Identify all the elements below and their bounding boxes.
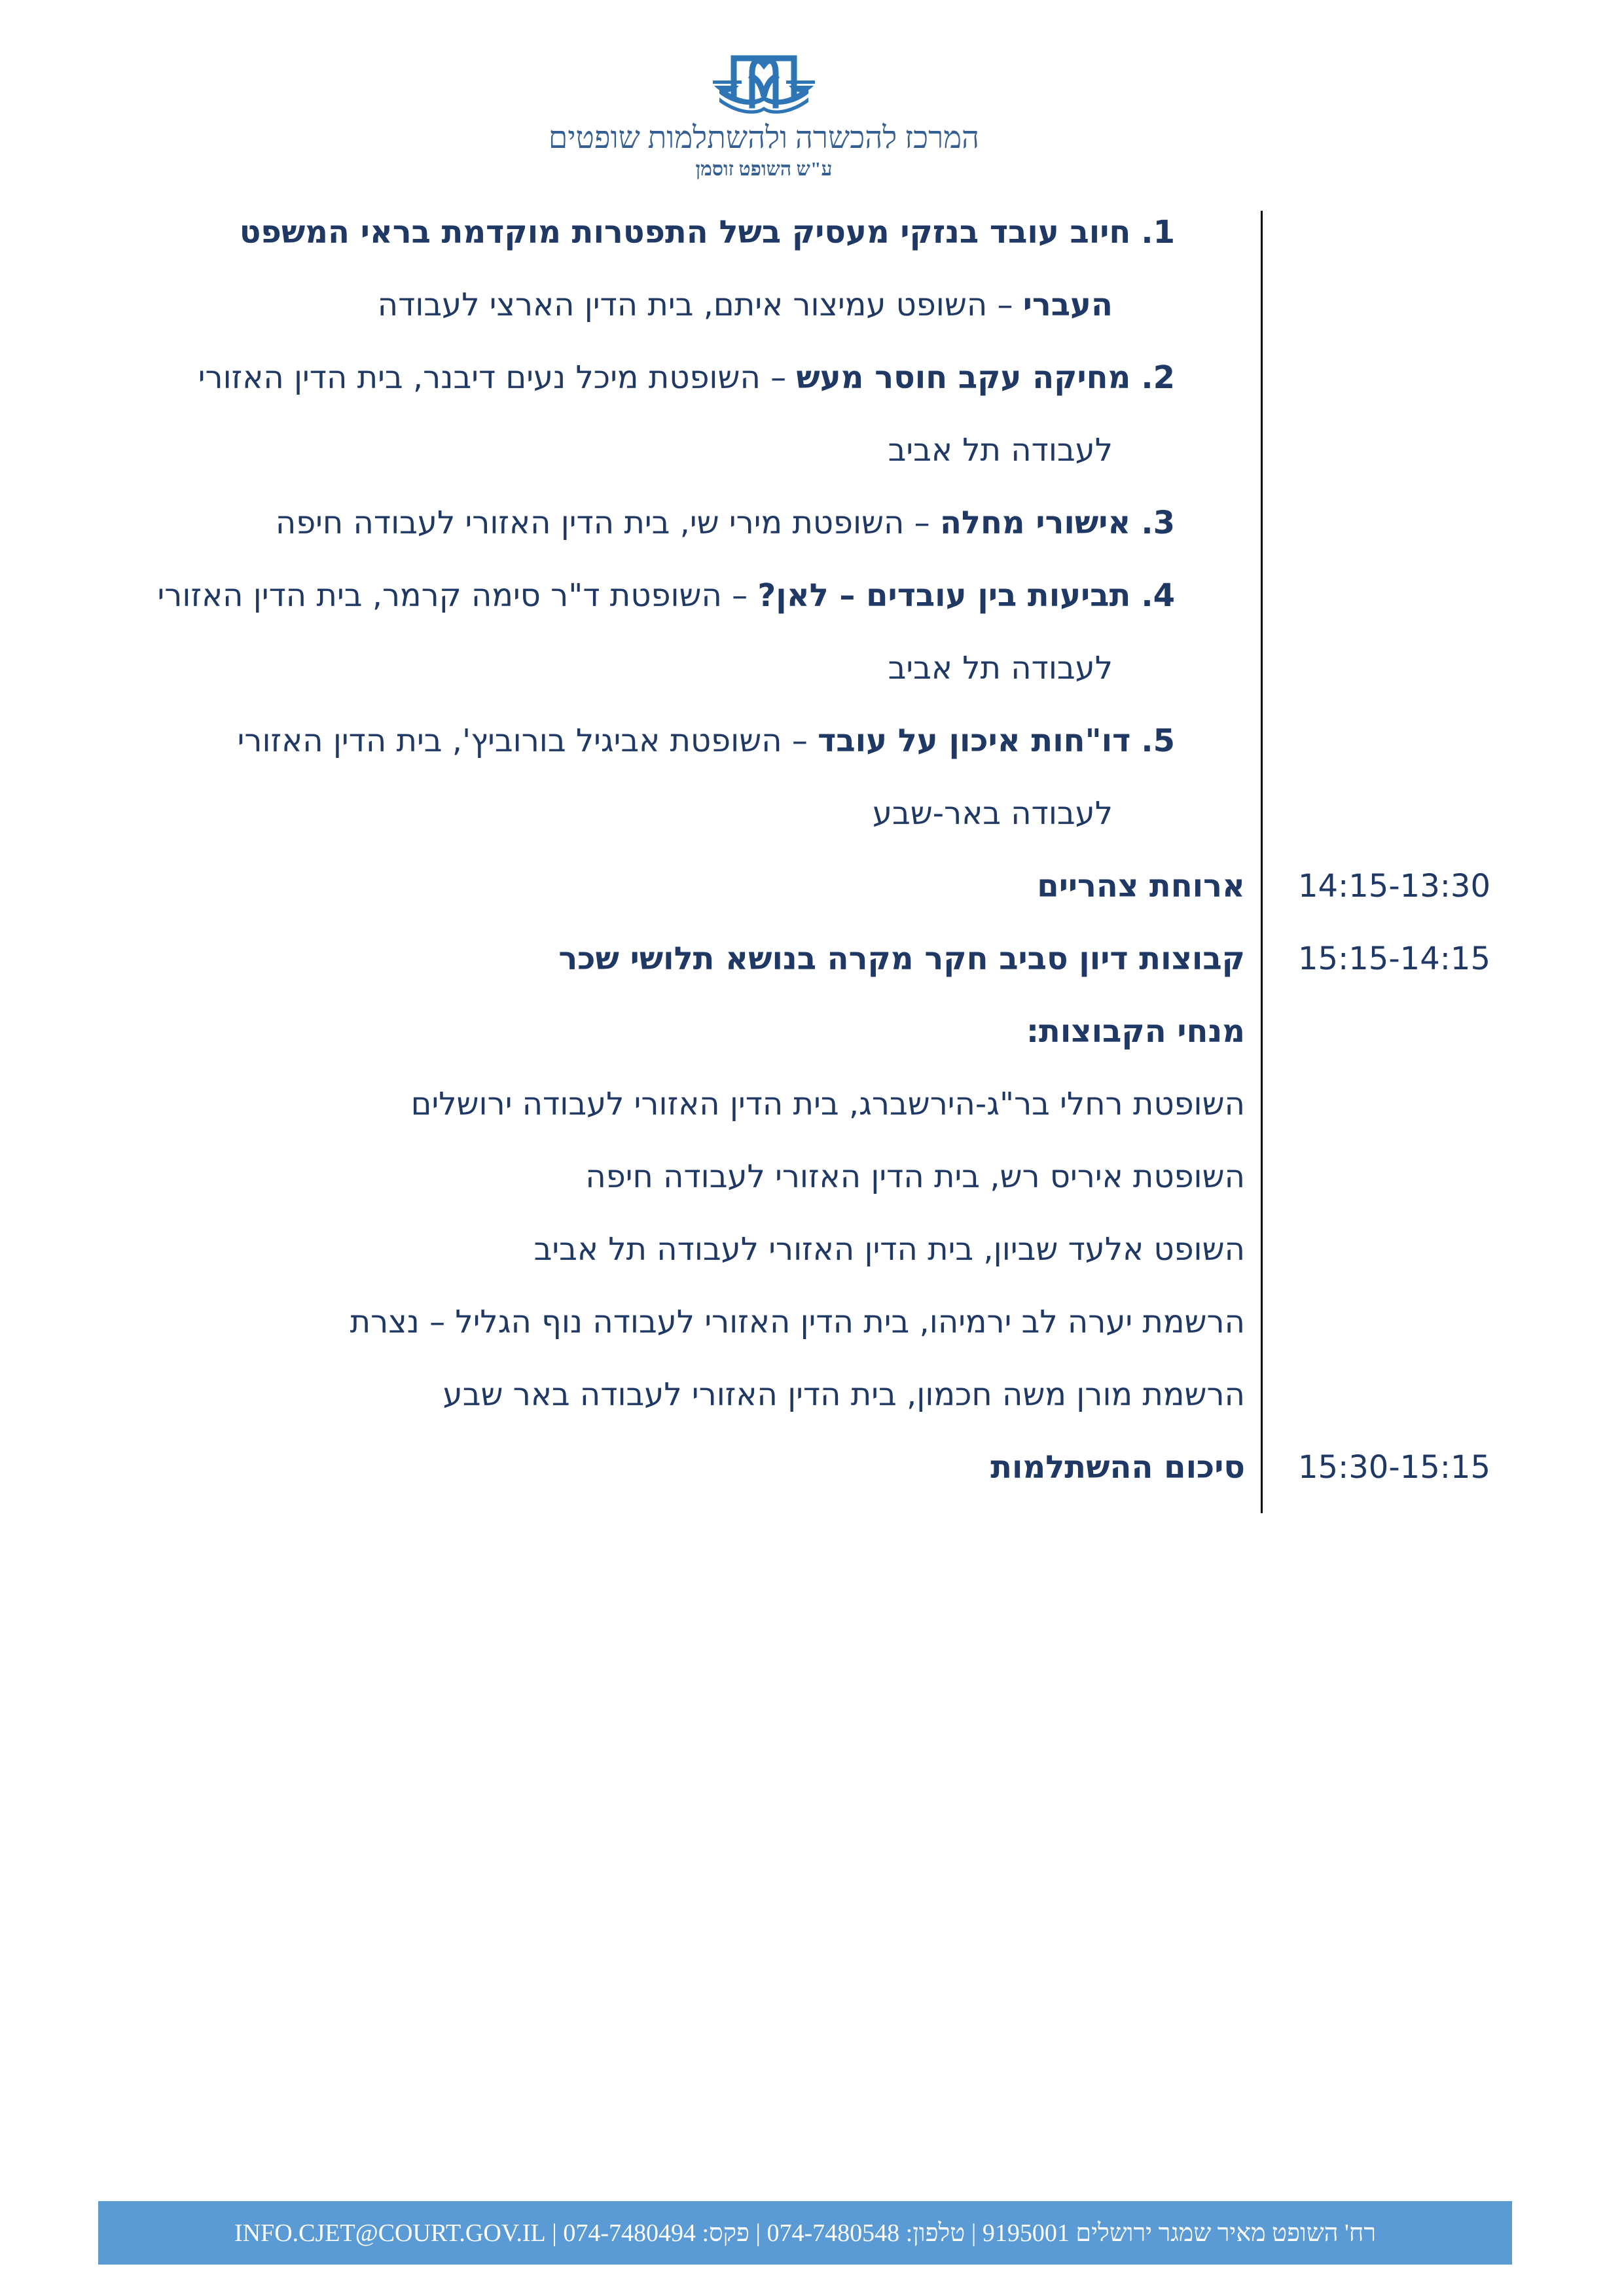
item-title-continued: העברי xyxy=(1022,287,1113,323)
footer-bar xyxy=(98,2201,1512,2265)
item-speaker: – השופטת ד"ר סימה קרמר, בית הדין האזורי xyxy=(157,577,758,614)
agenda-content xyxy=(106,196,1245,1504)
agenda-item-2-line-1 xyxy=(106,342,1245,414)
agenda-item-5-line-1 xyxy=(106,705,1245,778)
time-cell-lunch: 14:15-13:30 xyxy=(1298,868,1490,905)
agenda-item-5-line-2 xyxy=(106,778,1245,850)
agenda-item-4-line-1 xyxy=(106,560,1245,632)
list-number: 3. xyxy=(1141,505,1175,541)
agenda-item-1-line-1 xyxy=(106,196,1245,269)
scales-and-open-book-logo-icon xyxy=(711,36,817,118)
list-number: 4. xyxy=(1141,577,1175,614)
item-title: דו"חות איכון על עובד xyxy=(818,723,1131,759)
item-speaker: – השופט עמיצור איתם, בית הדין הארצי לעבודה xyxy=(377,287,1023,323)
agenda-item-3-line-1 xyxy=(106,487,1245,560)
time-cell-discussion-groups: 15:15-14:15 xyxy=(1298,941,1490,977)
list-number: 5. xyxy=(1141,723,1175,759)
schedule-row-discussion-groups: קבוצות דיון סביב חקר מקרה בנושא תלושי שכר xyxy=(558,941,1245,977)
facilitator-5: הרשמת מורן משה חכמון, בית הדין האזורי לעבודה באר שבע xyxy=(442,1376,1245,1413)
item-title: חיוב עובד בנזקי מעסיק בשל התפטרות מוקדמת בראי המשפט xyxy=(239,214,1131,251)
org-subtitle: ע"ש השופט זוסמן xyxy=(695,158,833,180)
list-number: 1. xyxy=(1141,214,1175,251)
item-speaker: – השופטת אביגיל בורוביץ', בית הדין האזורי xyxy=(237,723,818,759)
item-title: אישורי מחלה xyxy=(939,505,1131,541)
facilitator-3: השופט אלעד שביון, בית הדין האזורי לעבודה תל אביב xyxy=(533,1231,1245,1268)
item-title: תביעות בין עובדים – לאן? xyxy=(757,577,1131,614)
time-cell-summary: 15:30-15:15 xyxy=(1298,1449,1490,1486)
item-location: לעבודה באר-שבע xyxy=(872,795,1113,832)
agenda-item-2-line-2 xyxy=(106,414,1245,487)
schedule-row-lunch: ארוחת צהריים xyxy=(1037,868,1245,905)
facilitator-1: השופטת רחלי בר"ג-הירשברג, בית הדין האזורי לעבודה ירושלים xyxy=(410,1086,1245,1122)
facilitators-heading: מנחי הקבוצות: xyxy=(1026,1013,1245,1050)
item-location: לעבודה תל אביב xyxy=(888,650,1113,687)
item-speaker: – השופטת מירי שי, בית הדין האזורי לעבודה חיפה xyxy=(275,505,940,541)
agenda-item-4-line-2 xyxy=(106,632,1245,705)
item-title: מחיקה עקב חוסר מעש xyxy=(796,359,1131,396)
item-speaker: – השופטת מיכל נעים דיבנר, בית הדין האזורי xyxy=(198,359,797,396)
facilitator-2: השופטת איריס רש, בית הדין האזורי לעבודה חיפה xyxy=(585,1158,1245,1195)
list-number: 2. xyxy=(1141,359,1175,396)
schedule-row-summary: סיכום ההשתלמות xyxy=(990,1449,1245,1486)
item-location: לעבודה תל אביב xyxy=(888,432,1113,469)
letterhead xyxy=(0,36,1528,183)
agenda-item-1-line-2 xyxy=(106,269,1245,342)
facilitator-4: הרשמת יערה לב ירמיהו, בית הדין האזורי לעבודה נוף הגליל – נצרת xyxy=(350,1304,1245,1340)
org-name: המרכז להכשרה ולהשתלמות שופטים xyxy=(548,121,980,155)
schedule-column-divider xyxy=(1261,211,1263,1513)
footer-contact-text: רח' השופט מאיר שמגר ירושלים 9195001 | טלפון: 074-7480548 | פקס: 074-7480494 | INFO.CJET@COURT.GOV.IL xyxy=(234,2219,1377,2247)
